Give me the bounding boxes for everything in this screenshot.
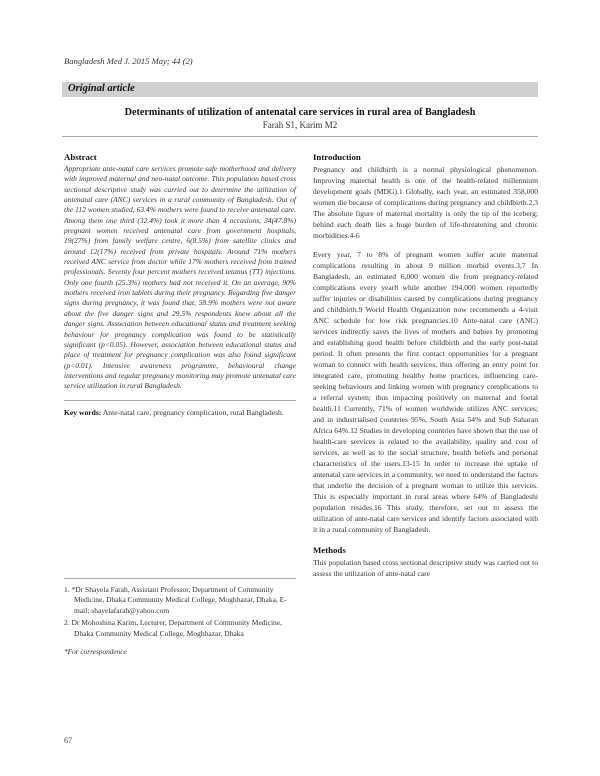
correspondence-note: *For correspondence bbox=[64, 647, 127, 657]
header-divider bbox=[62, 136, 538, 137]
footnote-author-1: 1. *Dr Shayela Farah, Assistant Professor, Department of Community Medicine, Dhaka Community Medical College, Moghbazar, Dhaka, E-mail: shayelafarah@yahoo.com bbox=[64, 585, 287, 615]
abstract-text: Appropriate ante-natal care services promote safe motherhood and delivery with improved maternal and neo-natal outcome. This population based cross sectional descriptive study was carried out to determine the utilization of antenatal care (ANC) services in a rural community of Bangladesh. Out of the 112 women studied, 63.4% mothers were found to receive antenatal care. Among them one third (32.4%) took it more than 4 occasions, 34(47.8%) pregnant women received antenatal care from government hospitals, 19(27%) from family welfare centre, 6(8.5%) from satellite clinics and around 12(17%) received from private hospitals. Around 71% mothers received ANC service from doctor while 17% mothers received from trained professionals. Seventy four percent mothers received tetanus (TT) injections. Only one fourth (25.3%) mothers had not received it. On an average, 90% mothers received iron tablets during their pregnancy. Regarding five danger signs during pregnancy, it was found that, 58.9% mothers were not aware about the five danger signs and 29.5% respondents knew about all the danger signs. Association between educational status and treatment seeking behaviour for pregnancy complication was found to be statistically significant (p<0.05). However, association between educational status and place of treatment for pregnancy complication was also found significant (p<0.01). Intensive awareness programme, behavioural change interventions and regular pregnancy monitoring may promote antenatal care service utilization in rural Bangladesh. bbox=[64, 164, 296, 391]
keywords bbox=[64, 408, 296, 418]
footnote-author-2: 2. Dr Mohoshina Karim, Lecturer, Department of Community Medicine, Dhaka Community Medical College, Moghbazar, Dhaka bbox=[64, 618, 282, 638]
footnotes bbox=[64, 578, 296, 656]
authors: Farah S1, Karim M2 bbox=[262, 120, 338, 130]
introduction-heading: Introduction bbox=[313, 152, 361, 162]
abstract-heading: Abstract bbox=[64, 152, 97, 162]
journal-citation: Bangladesh Med J. 2015 May; 44 (2) bbox=[64, 56, 193, 66]
footnote-divider bbox=[64, 578, 296, 579]
keywords-label: Key words: bbox=[64, 407, 102, 417]
introduction-paragraph: Pregnancy and childbirth is a normal physiological phenomenon. Improving maternal health is one of the health-related millennium development goals (MDG).1 Globally, each year, an estimated 358,000 women die because of complications during pregnancy and childbirth.2,3 The absolute figure of maternal mortality is only the tip of the iceberg; behind each death lies a huge burden of life-threatening and chronic morbidities.4-6 bbox=[313, 165, 538, 240]
abstract-divider bbox=[64, 400, 296, 401]
introduction-paragraph: Every year, 7 to 8% of pregnant women suffer acute maternal complications resulting in about 9 million morbid events.3,7 In Bangladesh, an estimated 6,000 women die from pregnancy-related complications every year8 while another 194,000 women reportedly suffer injuries or disabilities caused by complications during pregnancy and childbirth.9 World Health Organization now recommends a 4-visit ANC schedule for low risk pregnancies.10 Ante-natal care (ANC) services indirectly saves the lives of mothers and babies by promoting and establishing good health before childbirth and the early post-natal period. It often presents the first contact opportunities for a pregnant woman to connect with health services, thus offering an entry point for integrated care, promoting healthy home practices, influencing care-seeking behaviours and linking women with pregnancy complications to a referral system; thus impacting positively on maternal and foetal health.11 Currently, 71% of women worldwide utilizes ANC services; and in industrialised countries 95%, South Asia 54% and Sub Saharan Africa 64%.12 Studies in developing countries have shown that the use of health-care services is related to the availability, quality and cost of services, as well as to the social structure, health beliefs and personal characteristics of the users.13-15 In order to increase the uptake of antenatal care services in a community, we need to understand the factors that underlie the decision of a pregnant woman to utilize this services. This is especially important in rural areas where 64% of Bangladeshi population resides.16 This study, therefore, set out to assess the utilization of ante-natal care services and identify factors associated with it in a rural community of Bangladesh. bbox=[313, 250, 538, 534]
right-column bbox=[313, 152, 538, 587]
left-column bbox=[64, 152, 296, 418]
methods-heading: Methods bbox=[313, 545, 346, 555]
article-title: Determinants of utilization of antenatal care services in rural area of Bangladesh bbox=[124, 107, 476, 118]
methods-paragraph: This population based cross sectional descriptive study was carried out to assess the utilization of ante-natal care bbox=[313, 558, 538, 578]
article-type-label: Original article bbox=[68, 83, 135, 94]
keywords-text: Ante-natal care, pregnancy complication, rural Bangladesh. bbox=[102, 407, 284, 417]
page-number: 67 bbox=[64, 736, 72, 745]
